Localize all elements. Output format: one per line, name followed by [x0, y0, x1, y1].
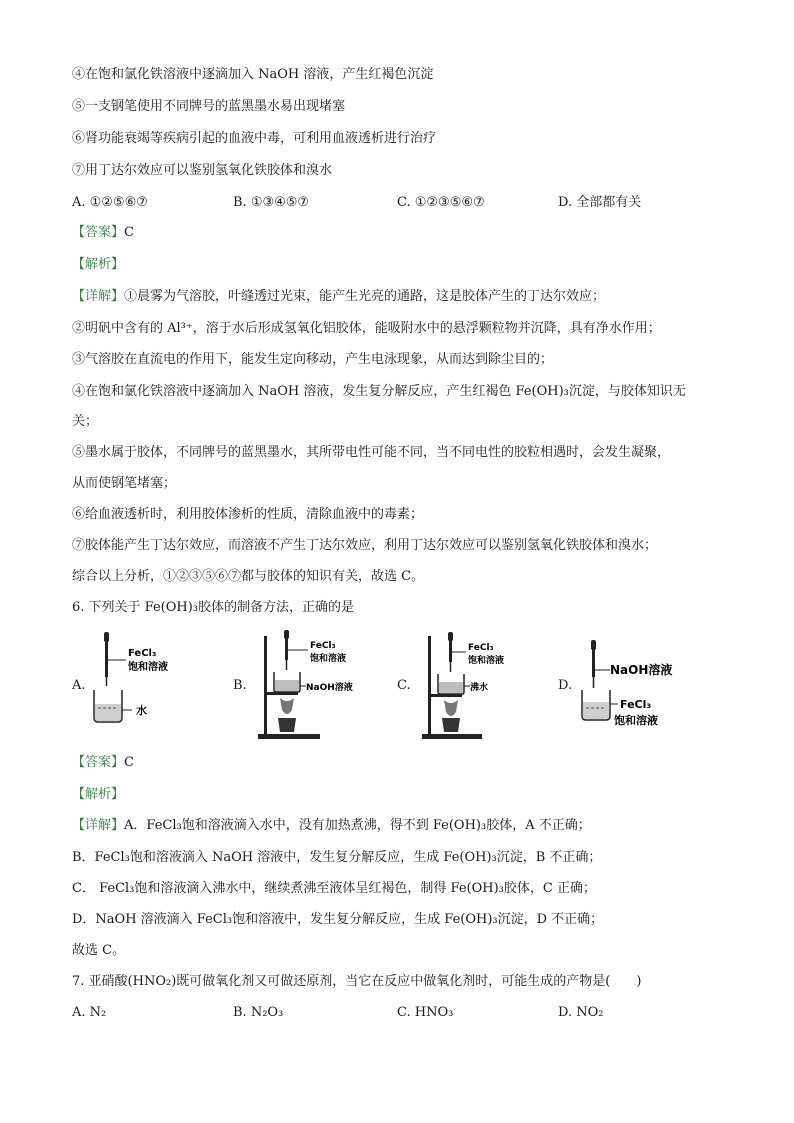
answer-tag: 【答案】	[72, 225, 125, 240]
answer-value: C	[124, 755, 134, 770]
detail-tag: 【详解】	[72, 289, 125, 304]
fig-d-liquid-note: 饱和溶液	[614, 714, 658, 727]
fig-c-reagent: FeCl₃	[468, 643, 494, 653]
q7-option-b: B. N₂O₃	[233, 1005, 284, 1020]
q5-answer-line	[72, 224, 134, 242]
fig-b-reagent-note: 饱和溶液	[310, 654, 347, 664]
q6-detail-line: D．NaOH 溶液滴入 FeCl₃饱和溶液中，发生复分解反应，生成 Fe(OH)₃沉淀，D 不正确；	[72, 912, 604, 927]
fig-c-boiling-water-setup	[414, 630, 524, 743]
fig-b-liquid: NaOH溶液	[306, 683, 353, 693]
fig-c-letter: C.	[397, 678, 411, 693]
q6-detail-line: 【详解】A．FeCl₃饱和溶液滴入水中，没有加热煮沸，得不到 Fe(OH)₃胶体，A 不正确；	[72, 818, 591, 833]
q5-option-a: A. ①②⑤⑥⑦	[72, 195, 148, 210]
fig-a-reagent-note: 饱和溶液	[128, 662, 168, 673]
q5-detail-line: ②明矾中含有的 Al³⁺，溶于水后形成氢氧化铝胶体，能吸附水中的悬浮颗粒物并沉降，具有净水作用；	[72, 321, 661, 336]
q5-detail-line: ⑤墨水属于胶体，不同牌号的蓝黑墨水，其所带电性可能不同，当不同电性的胶粒相遇时，会发生凝聚，	[72, 445, 671, 460]
q5-detail-line: 从而使钢笔堵塞；	[72, 476, 177, 491]
q5-analysis-tag: 【解析】	[72, 257, 125, 272]
q6-detail-line: 故选 C。	[72, 943, 126, 958]
q7-option-d: D. NO₂	[558, 1005, 604, 1020]
q5-item-6: ⑥肾功能衰竭等疾病引起的血液中毒，可利用血液透析进行治疗	[72, 131, 437, 146]
q5-item-4: ④在饱和氯化铁溶液中逐滴加入 NaOH 溶液，产生红褐色沉淀	[72, 67, 434, 82]
fig-d-letter: D.	[558, 678, 573, 693]
q5-detail-line: 综合以上分析，①②③⑤⑥⑦都与胶体的知识有关，故选 C。	[72, 569, 425, 584]
q6-analysis-tag: 【解析】	[72, 787, 125, 802]
q7-stem: 7. 亚硝酸(HNO₂)既可做氧化剂又可做还原剂，当它在反应中做氧化剂时，可能生成的产物是( )	[72, 974, 642, 989]
fig-d-naoh-into-fecl3	[574, 638, 694, 733]
q5-option-d: D. 全部都有关	[558, 195, 642, 210]
fig-b-reagent: FeCl₃	[310, 641, 336, 651]
q5-item-7: ⑦用丁达尔效应可以鉴别氢氧化铁胶体和溴水	[72, 163, 333, 178]
q5-item-5: ⑤一支钢笔使用不同牌号的蓝黑墨水易出现堵塞	[72, 99, 346, 114]
fig-a-dropper-into-water	[88, 630, 198, 730]
fig-b-letter: B.	[233, 678, 247, 693]
q5-detail-line: 关；	[72, 414, 99, 429]
fig-a-reagent: FeCl₃	[128, 648, 157, 659]
fig-a-letter: A.	[72, 678, 86, 693]
fig-d-liquid: FeCl₃	[620, 698, 652, 711]
answer-tag: 【答案】	[72, 755, 125, 770]
fig-a-liquid: 水	[136, 704, 147, 717]
q6-stem: 6. 下列关于 Fe(OH)₃胶体的制备方法，正确的是	[72, 600, 355, 615]
q7-option-c: C. HNO₃	[397, 1005, 454, 1020]
detail-tag: 【详解】	[72, 818, 125, 833]
q5-detail-line: ④在饱和氯化铁溶液中逐滴加入 NaOH 溶液，发生复分解反应，产生红褐色 Fe(OH)₃沉淀，与胶体知识无	[72, 384, 686, 399]
q5-option-b: B. ①③④⑤⑦	[233, 195, 310, 210]
q6-detail-line: C． FeCl₃饱和溶液滴入沸水中，继续煮沸至液体呈红褐色，制得 Fe(OH)₃胶体，C 正确；	[72, 881, 596, 896]
q5-detail-line: ③气溶胶在直流电的作用下，能发生定向移动，产生电泳现象，从而达到除尘目的；	[72, 352, 554, 367]
answer-value: C	[124, 225, 134, 240]
q5-detail-line: 【详解】①晨雾为气溶胶，叶缝透过光束，能产生光亮的通路，这是胶体产生的丁达尔效应；	[72, 289, 606, 304]
fig-c-reagent-note: 饱和溶液	[468, 656, 505, 666]
q5-detail-line: ⑦胶体能产生丁达尔效应，而溶液不产生丁达尔效应，利用丁达尔效应可以鉴别氢氧化铁胶体和溴水；	[72, 538, 658, 553]
q5-option-c: C. ①②③⑤⑥⑦	[397, 195, 485, 210]
q5-detail-line: ⑥给血液透析时，利用胶体渗析的性质，清除血液中的毒素；	[72, 507, 424, 522]
q7-option-a: A. N₂	[72, 1005, 107, 1020]
q6-answer-line	[72, 754, 134, 772]
fig-d-reagent: NaOH溶液	[610, 663, 673, 677]
fig-c-liquid: 沸水	[470, 683, 489, 693]
q6-detail-line: B．FeCl₃饱和溶液滴入 NaOH 溶液中，发生复分解反应，生成 Fe(OH)₃沉淀，B 不正确；	[72, 850, 602, 865]
fig-b-heated-naoh-setup	[250, 628, 370, 743]
